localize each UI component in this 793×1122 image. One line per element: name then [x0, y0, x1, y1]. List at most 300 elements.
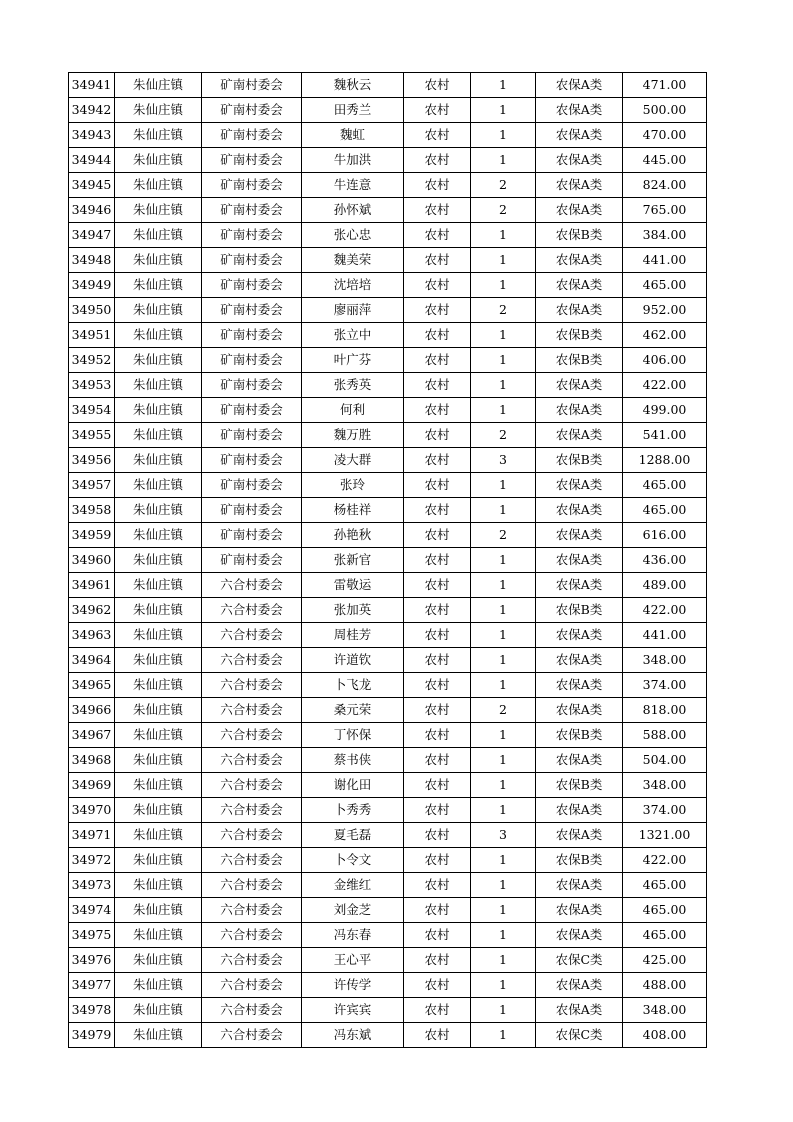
- village-committee-cell: 六合村委会: [202, 873, 302, 898]
- area-type-cell: 农村: [404, 248, 471, 273]
- table-row: [69, 248, 707, 273]
- table-row: [69, 373, 707, 398]
- table-row: [69, 873, 707, 898]
- name-cell: 张加英: [302, 598, 404, 623]
- area-type-cell: 农村: [404, 448, 471, 473]
- insurance-category-cell: 农保B类: [536, 848, 623, 873]
- name-cell: 廖丽萍: [302, 298, 404, 323]
- serial-number-cell: 34948: [69, 248, 115, 273]
- town-cell: 朱仙庄镇: [115, 973, 202, 998]
- town-cell: 朱仙庄镇: [115, 498, 202, 523]
- amount-cell: 422.00: [623, 598, 707, 623]
- insurance-category-cell: 农保A类: [536, 623, 623, 648]
- village-committee-cell: 矿南村委会: [202, 523, 302, 548]
- amount-cell: 408.00: [623, 1023, 707, 1048]
- table-row: [69, 348, 707, 373]
- table-row: [69, 273, 707, 298]
- table-row: [69, 73, 707, 98]
- village-committee-cell: 六合村委会: [202, 648, 302, 673]
- insurance-category-cell: 农保A类: [536, 523, 623, 548]
- serial-number-cell: 34947: [69, 223, 115, 248]
- serial-number-cell: 34970: [69, 798, 115, 823]
- records-table: [68, 72, 707, 1048]
- name-cell: 雷敬运: [302, 573, 404, 598]
- area-type-cell: 农村: [404, 373, 471, 398]
- insurance-category-cell: 农保A类: [536, 298, 623, 323]
- area-type-cell: 农村: [404, 173, 471, 198]
- table-row: [69, 323, 707, 348]
- name-cell: 卜飞龙: [302, 673, 404, 698]
- insurance-category-cell: 农保B类: [536, 223, 623, 248]
- area-type-cell: 农村: [404, 823, 471, 848]
- amount-cell: 425.00: [623, 948, 707, 973]
- area-type-cell: 农村: [404, 998, 471, 1023]
- area-type-cell: 农村: [404, 798, 471, 823]
- insurance-category-cell: 农保A类: [536, 373, 623, 398]
- amount-cell: 1321.00: [623, 823, 707, 848]
- amount-cell: 765.00: [623, 198, 707, 223]
- household-count-cell: 1: [471, 273, 536, 298]
- village-committee-cell: 六合村委会: [202, 723, 302, 748]
- serial-number-cell: 34960: [69, 548, 115, 573]
- amount-cell: 499.00: [623, 398, 707, 423]
- area-type-cell: 农村: [404, 223, 471, 248]
- household-count-cell: 1: [471, 348, 536, 373]
- table-row: [69, 523, 707, 548]
- household-count-cell: 1: [471, 123, 536, 148]
- household-count-cell: 1: [471, 973, 536, 998]
- amount-cell: 445.00: [623, 148, 707, 173]
- serial-number-cell: 34956: [69, 448, 115, 473]
- serial-number-cell: 34944: [69, 148, 115, 173]
- village-committee-cell: 六合村委会: [202, 698, 302, 723]
- amount-cell: 441.00: [623, 248, 707, 273]
- table-row: [69, 398, 707, 423]
- serial-number-cell: 34973: [69, 873, 115, 898]
- table-row: [69, 773, 707, 798]
- insurance-category-cell: 农保A类: [536, 798, 623, 823]
- household-count-cell: 1: [471, 773, 536, 798]
- amount-cell: 488.00: [623, 973, 707, 998]
- village-committee-cell: 六合村委会: [202, 798, 302, 823]
- town-cell: 朱仙庄镇: [115, 948, 202, 973]
- household-count-cell: 1: [471, 798, 536, 823]
- household-count-cell: 1: [471, 373, 536, 398]
- village-committee-cell: 矿南村委会: [202, 273, 302, 298]
- insurance-category-cell: 农保A类: [536, 473, 623, 498]
- town-cell: 朱仙庄镇: [115, 848, 202, 873]
- area-type-cell: 农村: [404, 423, 471, 448]
- name-cell: 魏秋云: [302, 73, 404, 98]
- town-cell: 朱仙庄镇: [115, 473, 202, 498]
- village-committee-cell: 六合村委会: [202, 973, 302, 998]
- table-row: [69, 573, 707, 598]
- name-cell: 杨桂祥: [302, 498, 404, 523]
- town-cell: 朱仙庄镇: [115, 73, 202, 98]
- serial-number-cell: 34966: [69, 698, 115, 723]
- name-cell: 孙怀斌: [302, 198, 404, 223]
- amount-cell: 500.00: [623, 98, 707, 123]
- area-type-cell: 农村: [404, 523, 471, 548]
- town-cell: 朱仙庄镇: [115, 823, 202, 848]
- amount-cell: 465.00: [623, 273, 707, 298]
- name-cell: 叶广芬: [302, 348, 404, 373]
- town-cell: 朱仙庄镇: [115, 373, 202, 398]
- amount-cell: 374.00: [623, 673, 707, 698]
- village-committee-cell: 矿南村委会: [202, 498, 302, 523]
- town-cell: 朱仙庄镇: [115, 623, 202, 648]
- table-row: [69, 598, 707, 623]
- name-cell: 许道钦: [302, 648, 404, 673]
- serial-number-cell: 34963: [69, 623, 115, 648]
- table-row: [69, 798, 707, 823]
- town-cell: 朱仙庄镇: [115, 673, 202, 698]
- area-type-cell: 农村: [404, 948, 471, 973]
- household-count-cell: 2: [471, 423, 536, 448]
- area-type-cell: 农村: [404, 723, 471, 748]
- insurance-category-cell: 农保C类: [536, 948, 623, 973]
- name-cell: 周桂芳: [302, 623, 404, 648]
- town-cell: 朱仙庄镇: [115, 698, 202, 723]
- serial-number-cell: 34945: [69, 173, 115, 198]
- area-type-cell: 农村: [404, 148, 471, 173]
- amount-cell: 374.00: [623, 798, 707, 823]
- amount-cell: 470.00: [623, 123, 707, 148]
- town-cell: 朱仙庄镇: [115, 648, 202, 673]
- village-committee-cell: 矿南村委会: [202, 73, 302, 98]
- name-cell: 张秀英: [302, 373, 404, 398]
- village-committee-cell: 矿南村委会: [202, 148, 302, 173]
- amount-cell: 541.00: [623, 423, 707, 448]
- name-cell: 冯东斌: [302, 1023, 404, 1048]
- insurance-category-cell: 农保A类: [536, 898, 623, 923]
- household-count-cell: 1: [471, 223, 536, 248]
- table-row: [69, 423, 707, 448]
- insurance-category-cell: 农保A类: [536, 648, 623, 673]
- household-count-cell: 2: [471, 198, 536, 223]
- household-count-cell: 1: [471, 623, 536, 648]
- area-type-cell: 农村: [404, 673, 471, 698]
- name-cell: 田秀兰: [302, 98, 404, 123]
- insurance-category-cell: 农保A类: [536, 998, 623, 1023]
- name-cell: 桑元荣: [302, 698, 404, 723]
- name-cell: 魏美荣: [302, 248, 404, 273]
- table-row: [69, 298, 707, 323]
- name-cell: 王心平: [302, 948, 404, 973]
- household-count-cell: 1: [471, 673, 536, 698]
- insurance-category-cell: 农保A类: [536, 973, 623, 998]
- village-committee-cell: 矿南村委会: [202, 123, 302, 148]
- amount-cell: 616.00: [623, 523, 707, 548]
- table-row: [69, 848, 707, 873]
- village-committee-cell: 矿南村委会: [202, 173, 302, 198]
- household-count-cell: 1: [471, 748, 536, 773]
- insurance-category-cell: 农保A类: [536, 248, 623, 273]
- town-cell: 朱仙庄镇: [115, 323, 202, 348]
- village-committee-cell: 六合村委会: [202, 823, 302, 848]
- household-count-cell: 1: [471, 723, 536, 748]
- household-count-cell: 1: [471, 848, 536, 873]
- name-cell: 蔡书侠: [302, 748, 404, 773]
- town-cell: 朱仙庄镇: [115, 223, 202, 248]
- area-type-cell: 农村: [404, 773, 471, 798]
- serial-number-cell: 34941: [69, 73, 115, 98]
- area-type-cell: 农村: [404, 698, 471, 723]
- town-cell: 朱仙庄镇: [115, 998, 202, 1023]
- table-row: [69, 823, 707, 848]
- serial-number-cell: 34961: [69, 573, 115, 598]
- name-cell: 卜令文: [302, 848, 404, 873]
- serial-number-cell: 34965: [69, 673, 115, 698]
- insurance-category-cell: 农保A类: [536, 873, 623, 898]
- village-committee-cell: 矿南村委会: [202, 373, 302, 398]
- insurance-category-cell: 农保A类: [536, 673, 623, 698]
- household-count-cell: 1: [471, 98, 536, 123]
- amount-cell: 489.00: [623, 573, 707, 598]
- area-type-cell: 农村: [404, 273, 471, 298]
- table-row: [69, 748, 707, 773]
- serial-number-cell: 34958: [69, 498, 115, 523]
- insurance-category-cell: 农保A类: [536, 698, 623, 723]
- town-cell: 朱仙庄镇: [115, 423, 202, 448]
- amount-cell: 348.00: [623, 773, 707, 798]
- village-committee-cell: 矿南村委会: [202, 548, 302, 573]
- amount-cell: 348.00: [623, 648, 707, 673]
- amount-cell: 588.00: [623, 723, 707, 748]
- serial-number-cell: 34979: [69, 1023, 115, 1048]
- amount-cell: 465.00: [623, 498, 707, 523]
- insurance-category-cell: 农保A类: [536, 273, 623, 298]
- serial-number-cell: 34954: [69, 398, 115, 423]
- household-count-cell: 3: [471, 823, 536, 848]
- name-cell: 谢化田: [302, 773, 404, 798]
- table-row: [69, 923, 707, 948]
- amount-cell: 422.00: [623, 848, 707, 873]
- area-type-cell: 农村: [404, 1023, 471, 1048]
- insurance-category-cell: 农保B类: [536, 323, 623, 348]
- amount-cell: 818.00: [623, 698, 707, 723]
- serial-number-cell: 34946: [69, 198, 115, 223]
- name-cell: 金维红: [302, 873, 404, 898]
- village-committee-cell: 矿南村委会: [202, 298, 302, 323]
- amount-cell: 465.00: [623, 898, 707, 923]
- name-cell: 牛连意: [302, 173, 404, 198]
- table-row: [69, 98, 707, 123]
- amount-cell: 504.00: [623, 748, 707, 773]
- household-count-cell: 2: [471, 173, 536, 198]
- village-committee-cell: 六合村委会: [202, 598, 302, 623]
- serial-number-cell: 34975: [69, 923, 115, 948]
- table-row: [69, 973, 707, 998]
- area-type-cell: 农村: [404, 498, 471, 523]
- village-committee-cell: 矿南村委会: [202, 348, 302, 373]
- household-count-cell: 1: [471, 1023, 536, 1048]
- village-committee-cell: 六合村委会: [202, 898, 302, 923]
- town-cell: 朱仙庄镇: [115, 748, 202, 773]
- serial-number-cell: 34962: [69, 598, 115, 623]
- town-cell: 朱仙庄镇: [115, 923, 202, 948]
- serial-number-cell: 34942: [69, 98, 115, 123]
- serial-number-cell: 34974: [69, 898, 115, 923]
- town-cell: 朱仙庄镇: [115, 598, 202, 623]
- name-cell: 许宾宾: [302, 998, 404, 1023]
- serial-number-cell: 34968: [69, 748, 115, 773]
- serial-number-cell: 34953: [69, 373, 115, 398]
- table-row: [69, 123, 707, 148]
- town-cell: 朱仙庄镇: [115, 898, 202, 923]
- area-type-cell: 农村: [404, 873, 471, 898]
- table-row: [69, 648, 707, 673]
- name-cell: 孙艳秋: [302, 523, 404, 548]
- name-cell: 何利: [302, 398, 404, 423]
- area-type-cell: 农村: [404, 748, 471, 773]
- insurance-category-cell: 农保A类: [536, 498, 623, 523]
- insurance-category-cell: 农保B类: [536, 448, 623, 473]
- household-count-cell: 2: [471, 298, 536, 323]
- village-committee-cell: 矿南村委会: [202, 423, 302, 448]
- table-row: [69, 673, 707, 698]
- village-committee-cell: 六合村委会: [202, 998, 302, 1023]
- insurance-category-cell: 农保A类: [536, 173, 623, 198]
- amount-cell: 422.00: [623, 373, 707, 398]
- area-type-cell: 农村: [404, 348, 471, 373]
- village-committee-cell: 六合村委会: [202, 623, 302, 648]
- household-count-cell: 1: [471, 598, 536, 623]
- area-type-cell: 农村: [404, 973, 471, 998]
- town-cell: 朱仙庄镇: [115, 448, 202, 473]
- town-cell: 朱仙庄镇: [115, 123, 202, 148]
- town-cell: 朱仙庄镇: [115, 523, 202, 548]
- serial-number-cell: 34967: [69, 723, 115, 748]
- serial-number-cell: 34951: [69, 323, 115, 348]
- serial-number-cell: 34943: [69, 123, 115, 148]
- insurance-category-cell: 农保C类: [536, 1023, 623, 1048]
- village-committee-cell: 六合村委会: [202, 923, 302, 948]
- town-cell: 朱仙庄镇: [115, 198, 202, 223]
- area-type-cell: 农村: [404, 848, 471, 873]
- village-committee-cell: 六合村委会: [202, 748, 302, 773]
- serial-number-cell: 34976: [69, 948, 115, 973]
- amount-cell: 465.00: [623, 873, 707, 898]
- insurance-category-cell: 农保B类: [536, 773, 623, 798]
- insurance-category-cell: 农保B类: [536, 348, 623, 373]
- table-row: [69, 198, 707, 223]
- village-committee-cell: 六合村委会: [202, 773, 302, 798]
- town-cell: 朱仙庄镇: [115, 548, 202, 573]
- serial-number-cell: 34952: [69, 348, 115, 373]
- table-row: [69, 1023, 707, 1048]
- amount-cell: 462.00: [623, 323, 707, 348]
- serial-number-cell: 34977: [69, 973, 115, 998]
- name-cell: 魏万胜: [302, 423, 404, 448]
- town-cell: 朱仙庄镇: [115, 573, 202, 598]
- serial-number-cell: 34969: [69, 773, 115, 798]
- amount-cell: 824.00: [623, 173, 707, 198]
- household-count-cell: 1: [471, 998, 536, 1023]
- area-type-cell: 农村: [404, 398, 471, 423]
- town-cell: 朱仙庄镇: [115, 98, 202, 123]
- table-row: [69, 148, 707, 173]
- records-table-body: [69, 73, 707, 1048]
- name-cell: 卜秀秀: [302, 798, 404, 823]
- table-row: [69, 548, 707, 573]
- household-count-cell: 1: [471, 948, 536, 973]
- serial-number-cell: 34949: [69, 273, 115, 298]
- household-count-cell: 1: [471, 898, 536, 923]
- insurance-category-cell: 农保B类: [536, 723, 623, 748]
- village-committee-cell: 矿南村委会: [202, 223, 302, 248]
- insurance-category-cell: 农保A类: [536, 748, 623, 773]
- town-cell: 朱仙庄镇: [115, 298, 202, 323]
- village-committee-cell: 矿南村委会: [202, 473, 302, 498]
- village-committee-cell: 矿南村委会: [202, 198, 302, 223]
- amount-cell: 406.00: [623, 348, 707, 373]
- village-committee-cell: 矿南村委会: [202, 398, 302, 423]
- amount-cell: 952.00: [623, 298, 707, 323]
- insurance-category-cell: 农保A类: [536, 98, 623, 123]
- serial-number-cell: 34959: [69, 523, 115, 548]
- insurance-category-cell: 农保A类: [536, 148, 623, 173]
- serial-number-cell: 34957: [69, 473, 115, 498]
- amount-cell: 471.00: [623, 73, 707, 98]
- insurance-category-cell: 农保A类: [536, 73, 623, 98]
- amount-cell: 465.00: [623, 923, 707, 948]
- amount-cell: 441.00: [623, 623, 707, 648]
- area-type-cell: 农村: [404, 623, 471, 648]
- town-cell: 朱仙庄镇: [115, 248, 202, 273]
- household-count-cell: 1: [471, 398, 536, 423]
- table-row: [69, 723, 707, 748]
- household-count-cell: 1: [471, 498, 536, 523]
- serial-number-cell: 34978: [69, 998, 115, 1023]
- area-type-cell: 农村: [404, 898, 471, 923]
- serial-number-cell: 34964: [69, 648, 115, 673]
- table-row: [69, 473, 707, 498]
- insurance-category-cell: 农保A类: [536, 423, 623, 448]
- insurance-category-cell: 农保A类: [536, 548, 623, 573]
- table-row: [69, 698, 707, 723]
- area-type-cell: 农村: [404, 548, 471, 573]
- insurance-category-cell: 农保A类: [536, 573, 623, 598]
- village-committee-cell: 六合村委会: [202, 1023, 302, 1048]
- table-row: [69, 173, 707, 198]
- area-type-cell: 农村: [404, 73, 471, 98]
- household-count-cell: 2: [471, 523, 536, 548]
- area-type-cell: 农村: [404, 598, 471, 623]
- insurance-category-cell: 农保A类: [536, 923, 623, 948]
- town-cell: 朱仙庄镇: [115, 148, 202, 173]
- household-count-cell: 1: [471, 873, 536, 898]
- table-row: [69, 948, 707, 973]
- town-cell: 朱仙庄镇: [115, 1023, 202, 1048]
- name-cell: 牛加洪: [302, 148, 404, 173]
- area-type-cell: 农村: [404, 648, 471, 673]
- amount-cell: 436.00: [623, 548, 707, 573]
- name-cell: 张心忠: [302, 223, 404, 248]
- serial-number-cell: 34972: [69, 848, 115, 873]
- name-cell: 张新官: [302, 548, 404, 573]
- insurance-category-cell: 农保A类: [536, 198, 623, 223]
- town-cell: 朱仙庄镇: [115, 348, 202, 373]
- area-type-cell: 农村: [404, 298, 471, 323]
- household-count-cell: 1: [471, 648, 536, 673]
- town-cell: 朱仙庄镇: [115, 173, 202, 198]
- village-committee-cell: 矿南村委会: [202, 323, 302, 348]
- name-cell: 许传学: [302, 973, 404, 998]
- name-cell: 丁怀保: [302, 723, 404, 748]
- village-committee-cell: 矿南村委会: [202, 98, 302, 123]
- household-count-cell: 1: [471, 473, 536, 498]
